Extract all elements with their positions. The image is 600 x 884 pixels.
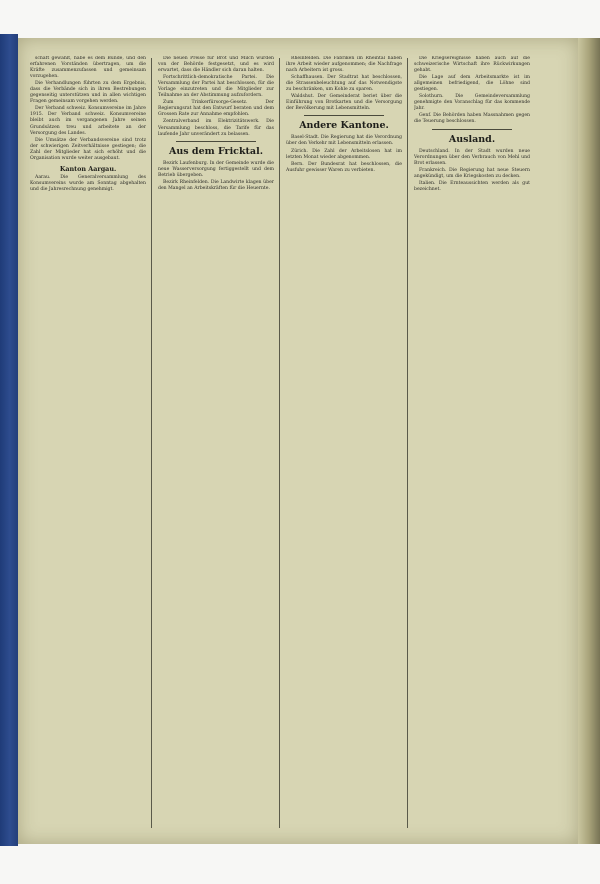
article-paragraph: Italien. Die Ernteaussichten werden als gut bezeichnet. bbox=[414, 180, 530, 192]
column-2 bbox=[158, 56, 274, 832]
article-paragraph: Zürich. Die Zahl der Arbeitslosen hat im letzten Monat wieder abgenommen. bbox=[286, 148, 402, 160]
article-paragraph: Bern. Der Bundesrat hat beschlossen, die Ausfuhr gewisser Waren zu verbieten. bbox=[286, 161, 402, 173]
article-paragraph: Die Umsätze der Verbandsvereine sind trotz der schwierigen Zeitverhältnisse gestiegen; die Zahl der Mitglieder hat sich erhöht und die Organisation wurde weiter ausgebaut. bbox=[30, 137, 146, 161]
column-1 bbox=[30, 56, 146, 832]
section-subheading: Kanton Aargau. bbox=[59, 164, 117, 173]
article-paragraph: Schaffhausen. Der Stadtrat hat beschlossen, die Strassenbeleuchtung auf das Notwendigste zu beschränken, um Kohle zu sparen. bbox=[286, 75, 402, 93]
section-divider bbox=[176, 141, 256, 142]
column-3 bbox=[286, 56, 402, 832]
section-heading: Aus dem Fricktal. bbox=[169, 145, 263, 157]
section-divider bbox=[432, 129, 512, 130]
page-curl bbox=[578, 38, 600, 844]
column-rule bbox=[151, 58, 152, 828]
section-heading: Ausland. bbox=[448, 133, 496, 145]
article-paragraph: Bezirk Laufenburg. In der Gemeinde wurde die neue Wasserversorgung fertiggestellt und dem Betrieb übergeben. bbox=[158, 160, 274, 178]
article-paragraph: Der Verband schweiz. Konsumvereine im Jahre 1915. Der Verband schweiz. Konsumvereine bleibt auch im vergangenen Jahre seinen Grundsätzen treu und arbeitete an der Versorgung des Landes. bbox=[30, 106, 146, 136]
article-paragraph: Genf. Die Behörden haben Massnahmen gegen die Teuerung beschlossen. bbox=[414, 113, 530, 125]
column-rule bbox=[407, 58, 408, 828]
article-paragraph: Fortschrittlich-demokratische Partei. Die Versammlung der Partei hat beschlossen, für die Vorlage einzutreten und die Mitglieder zur Teilnahme an der Abstimmung aufzufordern. bbox=[158, 75, 274, 99]
article-paragraph: Solothurn. Die Gemeindeversammlung genehmigte den Voranschlag für das kommende Jahr. bbox=[414, 94, 530, 112]
section-divider bbox=[304, 115, 384, 116]
article-paragraph: Die Verhandlungen führten zu dem Ergebnis, dass die Verbände sich in ihren Bestrebungen gegenseitig unterstützen und in allen wichtigen Fragen gemeinsam vorgehen werden. bbox=[30, 81, 146, 105]
article-paragraph: Waldshut. Der Gemeinderat beriet über die Einführung von Brotkarten und die Versorgung der Bevölkerung mit Lebensmitteln. bbox=[286, 94, 402, 112]
section-heading: Andere Kantone. bbox=[299, 120, 389, 132]
article-paragraph: Deutschland. In der Stadt wurden neue Verordnungen über den Verbrauch von Mehl und Brot erlassen. bbox=[414, 148, 530, 166]
column-rule bbox=[279, 58, 280, 828]
article-paragraph: Zum Trinkerfürsorge-Gesetz. Der Regierungsrat hat den Entwurf beraten und dem Grossen Rate zur Annahme empfohlen. bbox=[158, 100, 274, 118]
article-paragraph: Rheinfelden. Die Fabriken im Rheintal haben ihre Arbeit wieder aufgenommen; die Nachfrage nach Arbeitern ist gross. bbox=[286, 56, 402, 74]
column-4 bbox=[414, 56, 530, 832]
article-paragraph: Bezirk Rheinfelden. Die Landwirte klagen über den Mangel an Arbeitskräften für die Heuernte. bbox=[158, 179, 274, 191]
article-paragraph: Die Kriegsereignisse haben auch auf die schweizerische Wirtschaft ihre Rückwirkungen gehabt. bbox=[414, 56, 530, 74]
article-paragraph: Die neuen Preise für Brot und Milch wurden von der Behörde festgesetzt, und es wird erwartet, dass die Händler sich daran halten. bbox=[158, 56, 274, 74]
article-paragraph: Zentralverband im Elektrizitätswerk. Die Versammlung beschloss, die Tarife für das laufende Jahr unverändert zu belassen. bbox=[158, 119, 274, 137]
volume-spine-edge bbox=[0, 34, 18, 846]
newspaper-page bbox=[18, 38, 578, 844]
article-paragraph: Die Lage auf dem Arbeitsmarkte ist im allgemeinen befriedigend, die Löhne sind gestiegen. bbox=[414, 75, 530, 93]
article-paragraph: Aarau. Die Generalversammlung des Konsumvereins wurde am Sonntag abgehalten und die Jahresrechnung genehmigt. bbox=[30, 174, 146, 192]
article-paragraph: Frankreich. Die Regierung hat neue Steuern angekündigt, um die Kriegskosten zu decken. bbox=[414, 167, 530, 179]
article-paragraph: Basel-Stadt. Die Regierung hat die Verordnung über den Verkehr mit Lebensmitteln erlassen. bbox=[286, 135, 402, 147]
article-paragraph: schaft gewählt, habe es dem Bunde, und den erfahrenen Vorständen übertragen, um die Kräfte zusammenzufassen und gemeinsam vorzugehen. bbox=[30, 56, 146, 80]
